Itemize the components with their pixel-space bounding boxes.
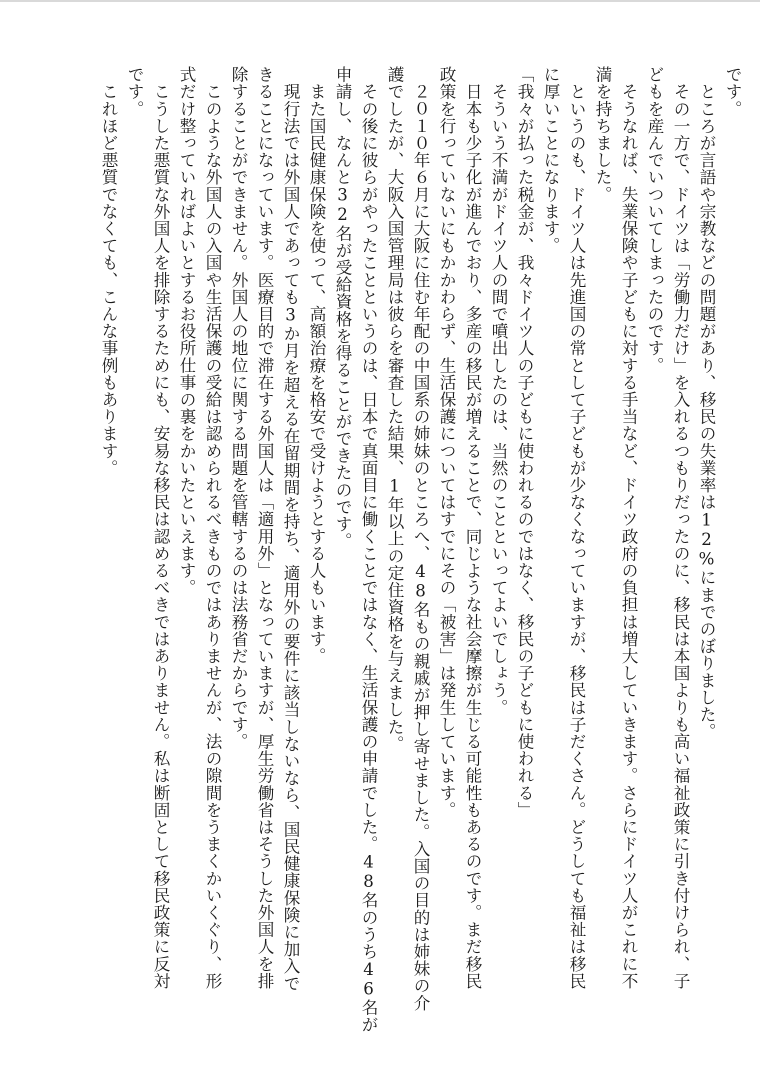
text-column: これほど悪質でなくても、こんな事例もあります。 xyxy=(99,66,118,477)
text-column: このような外国人の入国や生活保護の受給は認められるべきものではありませんが、法の隙間をうまくかいくぐり、形 xyxy=(203,66,222,990)
text-column: に厚いことになります。 xyxy=(541,66,560,255)
text-column: ２０１０年６月に大阪に住む年配の中国系の姉妹のところへ、48名もの親戚が押し寄せました。入国の目的は姉妹の介 xyxy=(411,66,430,1012)
text-column: 満を持ちました。 xyxy=(593,66,612,203)
text-column: 日本も少子化が進んでおり、多産の移民が増えることで、同じような社会摩擦が生じる可能性もあるのです。まだ移民 xyxy=(463,66,482,990)
text-column: 政策を行っていないにもかかわらず、生活保護についてはすでにその「被害」は発生しています。 xyxy=(437,66,456,819)
text-column: です。 xyxy=(723,66,742,118)
text-column: その一方で、ドイツは「労働力だけ」を入れるつもりだったのに、移民は本国よりも高い福祉政策に引き付けられ、子 xyxy=(671,66,690,990)
text-column: 護でしたが、大阪入国管理局は彼らを審査した結果、1年以上の定住資格を与えました。 xyxy=(385,66,404,753)
text-column: 申請し、なんと32名が受給資格を得ることができたのです。 xyxy=(333,66,352,550)
text-column: というのも、ドイツ人は先進国の常として子どもが少なくなっていますが、移民は子だくさん。どうしても福祉は移民 xyxy=(567,66,586,990)
text-column: どもを産んでいついてしまったのです。 xyxy=(645,66,664,374)
text-column: その後に彼らがやったことというのは、日本で真面目に働くことではなく、生活保護の申請でした。48名のうち46名が xyxy=(359,66,378,1034)
text-column: ところが言語や宗教などの問題があり、移民の失業率は12%にまでのぼりました。 xyxy=(697,66,716,741)
text-column: こうした悪質な外国人を排除するためにも、安易な移民は認めるべきではありません。私は断固として移民政策に反対 xyxy=(151,66,170,990)
text-column: そうなれば、失業保険や子どもに対する手当など、ドイツ政府の負担は増大していきます。さらにドイツ人がこれに不 xyxy=(619,66,638,990)
text-column: です。 xyxy=(125,66,144,118)
text-column: また国民健康保険を使って、高額治療を格安で受けようとする人もいます。 xyxy=(307,66,326,665)
text-column: そういう不満がドイツ人の間で噴出したのは、当然のことといってよいでしょう。 xyxy=(489,66,508,716)
text-column: 「我々が払った税金が、我々ドイツ人の子どもに使われるのではなく、移民の子どもに使われる」 xyxy=(515,66,534,819)
text-column: 除することができません。外国人の地位に関する問題を管轄するのは法務省だからです。 xyxy=(229,66,248,750)
text-column: きることになっています。医療目的で滞在する外国人は「適用外」となっていますが、厚生労働省はそうした外国人を排 xyxy=(255,66,274,990)
text-column: 式だけ整っていればよいとするお役所仕事の裏をかいたといえます。 xyxy=(177,66,196,597)
text-column: 現行法では外国人であっても3か月を超える在留期間を持ち、適用外の要件に該当しないなら、国民健康保険に加入で xyxy=(281,66,300,992)
